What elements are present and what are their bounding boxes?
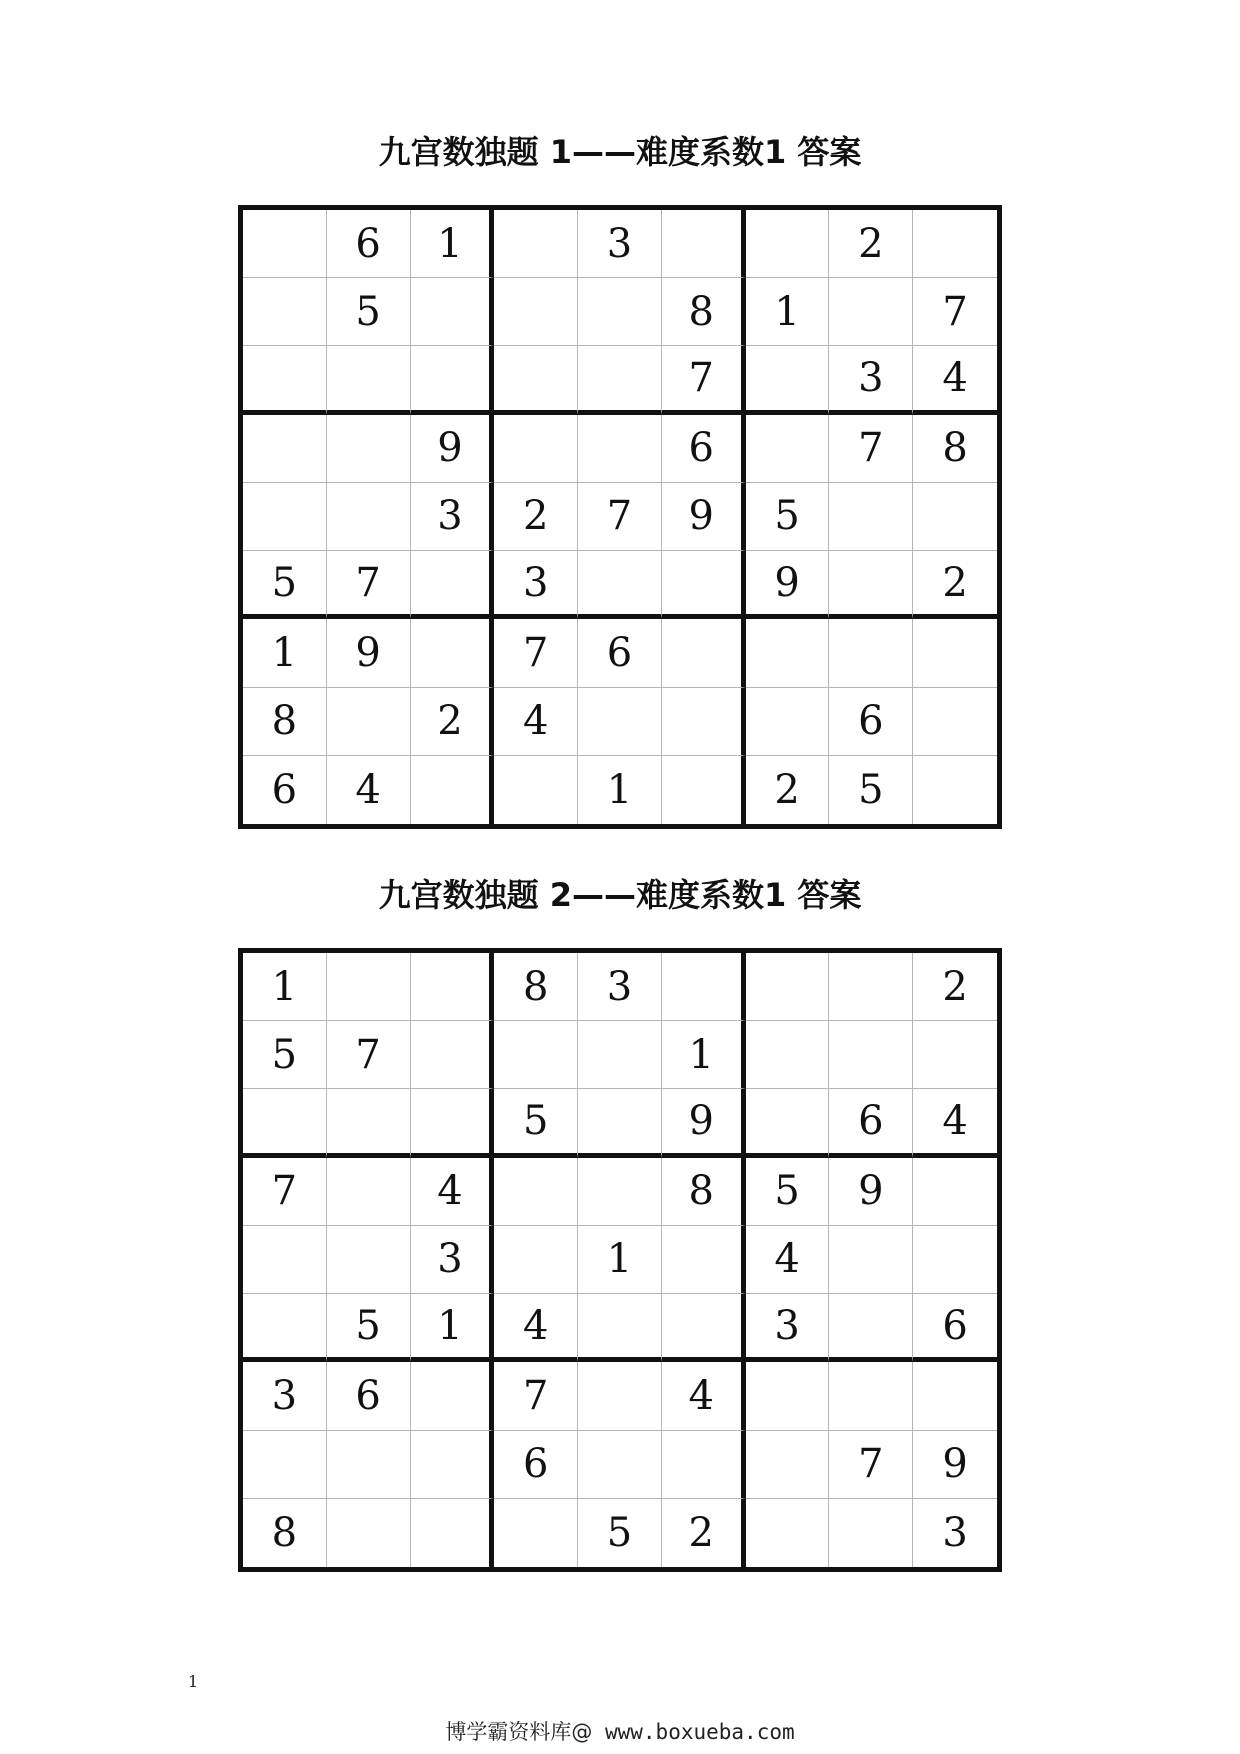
sudoku-cell-r9-c8	[829, 1499, 913, 1567]
sudoku-cell-r9-c4	[494, 1499, 578, 1567]
sudoku-cell-r2-c2: 5	[327, 278, 411, 346]
sudoku-cell-r5-c6	[662, 1226, 746, 1294]
sudoku-cell-r4-c6: 8	[662, 1158, 746, 1226]
sudoku-cell-r3-c8: 3	[829, 346, 913, 414]
sudoku-cell-r3-c1	[243, 1089, 327, 1157]
sudoku-cell-r5-c6: 9	[662, 483, 746, 551]
sudoku-cell-r3-c6: 9	[662, 1089, 746, 1157]
sudoku-cell-r9-c2: 4	[327, 756, 411, 824]
sudoku-cell-r3-c5	[578, 346, 662, 414]
sudoku-cell-r8-c1: 8	[243, 688, 327, 756]
sudoku-cell-r1-c8: 2	[829, 210, 913, 278]
sudoku-cell-r7-c3	[411, 619, 495, 687]
sudoku-cell-r2-c8	[829, 278, 913, 346]
sudoku-cell-r1-c3: 1	[411, 210, 495, 278]
sudoku-cell-r2-c3	[411, 278, 495, 346]
sudoku-cell-r5-c9	[913, 483, 997, 551]
sudoku-cell-r1-c9	[913, 210, 997, 278]
sudoku-cell-r6-c4: 4	[494, 1294, 578, 1362]
sudoku-cell-r3-c3	[411, 346, 495, 414]
sudoku-cell-r9-c6: 2	[662, 1499, 746, 1567]
sudoku-cell-r9-c9: 3	[942, 1509, 968, 1556]
sudoku-cell-r6-c9: 6	[913, 1294, 997, 1362]
sudoku-cell-r4-c2	[327, 1158, 411, 1226]
sudoku-cell-r6-c4: 3	[494, 551, 578, 619]
sudoku-cell-r7-c9	[913, 1362, 997, 1430]
sudoku-cell-r5-c4	[494, 1226, 578, 1294]
sudoku-cell-r8-c2	[327, 1431, 411, 1499]
sudoku-cell-r7-c8	[829, 619, 913, 687]
sudoku-cell-r5-c7: 5	[746, 483, 830, 551]
sudoku-cell-r8-c8: 6	[829, 688, 913, 756]
sudoku-cell-r2-c6: 1	[662, 1021, 746, 1089]
sudoku-cell-r9-c3	[411, 756, 495, 824]
sudoku-cell-r2-c7	[746, 1021, 830, 1089]
sudoku-cell-r7-c8	[829, 1362, 913, 1430]
sudoku-cell-r1-c7	[746, 210, 830, 278]
sudoku-cell-r6-c7: 9	[746, 551, 830, 619]
sudoku-cell-r3-c1	[243, 346, 327, 414]
sudoku-cell-r8-c6	[662, 688, 746, 756]
sudoku-cell-r6-c9: 2	[913, 551, 997, 619]
sudoku-grid-2	[238, 948, 1002, 1572]
sudoku-cell-r4-c9: 8	[913, 415, 997, 483]
sudoku-cell-r1-c6	[662, 953, 746, 1021]
sudoku-cell-r5-c5: 7	[578, 483, 662, 551]
sudoku-cell-r3-c7	[746, 1089, 830, 1157]
sudoku-cell-r6-c5	[578, 551, 662, 619]
sudoku-cell-r8-c9	[913, 688, 997, 756]
footer	[0, 1716, 1240, 1746]
sudoku-cell-r7-c5	[578, 1362, 662, 1430]
sudoku-cell-r4-c5	[578, 415, 662, 483]
sudoku-cell-r2-c1	[243, 278, 327, 346]
sudoku-cell-r8-c9: 9	[913, 1431, 997, 1499]
sudoku-cell-r4-c1	[243, 415, 327, 483]
sudoku-cell-r1-c3	[411, 953, 495, 1021]
sudoku-cell-r1-c1	[243, 210, 327, 278]
sudoku-cell-r1-c2: 6	[327, 210, 411, 278]
sudoku-cell-r3-c7	[746, 346, 830, 414]
sudoku-cell-r7-c9	[913, 619, 997, 687]
sudoku-cell-r4-c5	[578, 1158, 662, 1226]
footer-url: www.boxueba.com	[592, 1720, 795, 1744]
sudoku-cell-r9-c1: 6	[243, 756, 327, 824]
sudoku-cell-r5-c1	[243, 483, 327, 551]
sudoku-cell-r5-c2	[327, 483, 411, 551]
sudoku-cell-r1-c7	[746, 953, 830, 1021]
sudoku-cell-r5-c8	[829, 1226, 913, 1294]
sudoku-cell-r2-c4	[494, 278, 578, 346]
sudoku-cell-r3-c4	[494, 346, 578, 414]
sudoku-grid-1	[238, 205, 1002, 829]
sudoku-cell-r7-c7	[746, 1362, 830, 1430]
sudoku-cell-r2-c5	[578, 278, 662, 346]
sudoku-cell-r9-c6	[662, 756, 746, 824]
sudoku-cell-r8-c3: 2	[411, 688, 495, 756]
sudoku-cell-r6-c3	[411, 551, 495, 619]
sudoku-cell-r9-c4	[494, 756, 578, 824]
sudoku-cell-r8-c6	[662, 1431, 746, 1499]
sudoku-cell-r3-c6: 7	[662, 346, 746, 414]
sudoku-cell-r1-c9: 2	[913, 953, 997, 1021]
sudoku-cell-r1-c4: 8	[494, 953, 578, 1021]
sudoku-cell-r8-c4: 4	[494, 688, 578, 756]
puzzle-2-title: 九宫数独题 2——难度系数1 答案	[378, 876, 862, 914]
sudoku-cell-r3-c9: 4	[913, 1089, 997, 1157]
sudoku-cell-r1-c4	[494, 210, 578, 278]
sudoku-cell-r6-c5	[578, 1294, 662, 1362]
sudoku-cell-r4-c8: 7	[829, 415, 913, 483]
sudoku-cell-r4-c3: 9	[411, 415, 495, 483]
sudoku-cell-r1-c1: 1	[243, 953, 327, 1021]
sudoku-cell-r5-c2	[327, 1226, 411, 1294]
sudoku-cell-r9-c5: 1	[578, 756, 662, 824]
sudoku-cell-r6-c2: 5	[327, 1294, 411, 1362]
sudoku-cell-r7-c6	[662, 619, 746, 687]
sudoku-cell-r4-c8: 9	[829, 1158, 913, 1226]
sudoku-cell-r7-c2: 6	[327, 1362, 411, 1430]
sudoku-cell-r2-c2: 7	[327, 1021, 411, 1089]
sudoku-cell-r6-c2: 7	[327, 551, 411, 619]
sudoku-cell-r5-c3: 3	[411, 483, 495, 551]
sudoku-cell-r2-c8	[829, 1021, 913, 1089]
sudoku-cell-r2-c3	[411, 1021, 495, 1089]
sudoku-cell-r4-c9	[913, 1158, 997, 1226]
sudoku-cell-r4-c4	[494, 1158, 578, 1226]
sudoku-cell-r2-c1: 5	[243, 1021, 327, 1089]
sudoku-cell-r4-c1: 7	[243, 1158, 327, 1226]
sudoku-cell-r8-c5	[578, 688, 662, 756]
sudoku-cell-r6-c8	[829, 1294, 913, 1362]
sudoku-cell-r5-c7: 4	[746, 1226, 830, 1294]
sudoku-cell-r1-c5: 3	[578, 210, 662, 278]
sudoku-cell-r7-c3	[411, 1362, 495, 1430]
sudoku-cell-r9-c9	[913, 756, 997, 824]
sudoku-cell-r9-c3	[411, 1499, 495, 1567]
sudoku-cell-r7-c1: 1	[243, 619, 327, 687]
sudoku-cell-r3-c2	[327, 346, 411, 414]
sudoku-cell-r9-c7: 2	[746, 756, 830, 824]
sudoku-cell-r7-c5: 6	[578, 619, 662, 687]
sudoku-cell-r4-c2	[327, 415, 411, 483]
sudoku-cell-r8-c8: 7	[829, 1431, 913, 1499]
sudoku-cell-r4-c3: 4	[411, 1158, 495, 1226]
sudoku-cell-r7-c4: 7	[494, 619, 578, 687]
sudoku-cell-r5-c9	[913, 1226, 997, 1294]
sudoku-cell-r3-c3	[411, 1089, 495, 1157]
sudoku-cell-r4-c7: 5	[746, 1158, 830, 1226]
sudoku-cell-r6-c6	[662, 551, 746, 619]
sudoku-cell-r2-c6: 8	[662, 278, 746, 346]
sudoku-cell-r2-c5	[578, 1021, 662, 1089]
sudoku-cell-r8-c7	[746, 1431, 830, 1499]
sudoku-cell-r3-c2	[327, 1089, 411, 1157]
sudoku-cell-r9-c5: 5	[578, 1499, 662, 1567]
sudoku-cell-r7-c7	[746, 619, 830, 687]
sudoku-cell-r5-c3: 3	[411, 1226, 495, 1294]
puzzle-1-title: 九宫数独题 1——难度系数1 答案	[378, 133, 862, 171]
sudoku-cell-r7-c2: 9	[327, 619, 411, 687]
sudoku-cell-r6-c1: 5	[243, 551, 327, 619]
sudoku-cell-r8-c3	[411, 1431, 495, 1499]
sudoku-cell-r1-c6	[662, 210, 746, 278]
sudoku-cell-r6-c3: 1	[411, 1294, 495, 1362]
sudoku-cell-r8-c7	[746, 688, 830, 756]
sudoku-cell-r2-c9: 7	[913, 278, 997, 346]
footer-site-name: 博学霸资料库@	[445, 1720, 593, 1744]
sudoku-cell-r1-c5: 3	[578, 953, 662, 1021]
sudoku-cell-r6-c6	[662, 1294, 746, 1362]
sudoku-cell-r6-c8	[829, 551, 913, 619]
sudoku-cell-r7-c1: 3	[243, 1362, 327, 1430]
sudoku-cell-r7-c4: 7	[494, 1362, 578, 1430]
sudoku-cell-r8-c1	[243, 1431, 327, 1499]
sudoku-cell-r4-c7	[746, 415, 830, 483]
sudoku-cell-r5-c4: 2	[494, 483, 578, 551]
sudoku-cell-r9-c2	[327, 1499, 411, 1567]
sudoku-cell-r3-c9: 4	[913, 346, 997, 414]
sudoku-cell-r8-c5	[578, 1431, 662, 1499]
sudoku-cell-r5-c5: 1	[578, 1226, 662, 1294]
sudoku-cell-r6-c1	[243, 1294, 327, 1362]
page-number: 1	[188, 1672, 199, 1691]
sudoku-cell-r3-c5	[578, 1089, 662, 1157]
sudoku-cell-r2-c7: 1	[746, 278, 830, 346]
sudoku-cell-r8-c4: 6	[494, 1431, 578, 1499]
sudoku-cell-r6-c7: 3	[746, 1294, 830, 1362]
sudoku-cell-r5-c1	[243, 1226, 327, 1294]
sudoku-cell-r7-c6: 4	[662, 1362, 746, 1430]
sudoku-cell-r2-c4	[494, 1021, 578, 1089]
sudoku-cell-r3-c8: 6	[829, 1089, 913, 1157]
sudoku-cell-r9-c8: 5	[829, 756, 913, 824]
sudoku-cell-r5-c8	[829, 483, 913, 551]
sudoku-cell-r3-c4: 5	[494, 1089, 578, 1157]
sudoku-cell-r9-c1: 8	[243, 1499, 327, 1567]
sudoku-cell-r4-c4	[494, 415, 578, 483]
sudoku-cell-r9-c7	[746, 1499, 830, 1567]
sudoku-cell-r4-c6: 6	[662, 415, 746, 483]
sudoku-cell-r1-c8	[829, 953, 913, 1021]
sudoku-cell-r1-c2	[327, 953, 411, 1021]
sudoku-cell-r8-c2	[327, 688, 411, 756]
sudoku-cell-r2-c9	[913, 1021, 997, 1089]
